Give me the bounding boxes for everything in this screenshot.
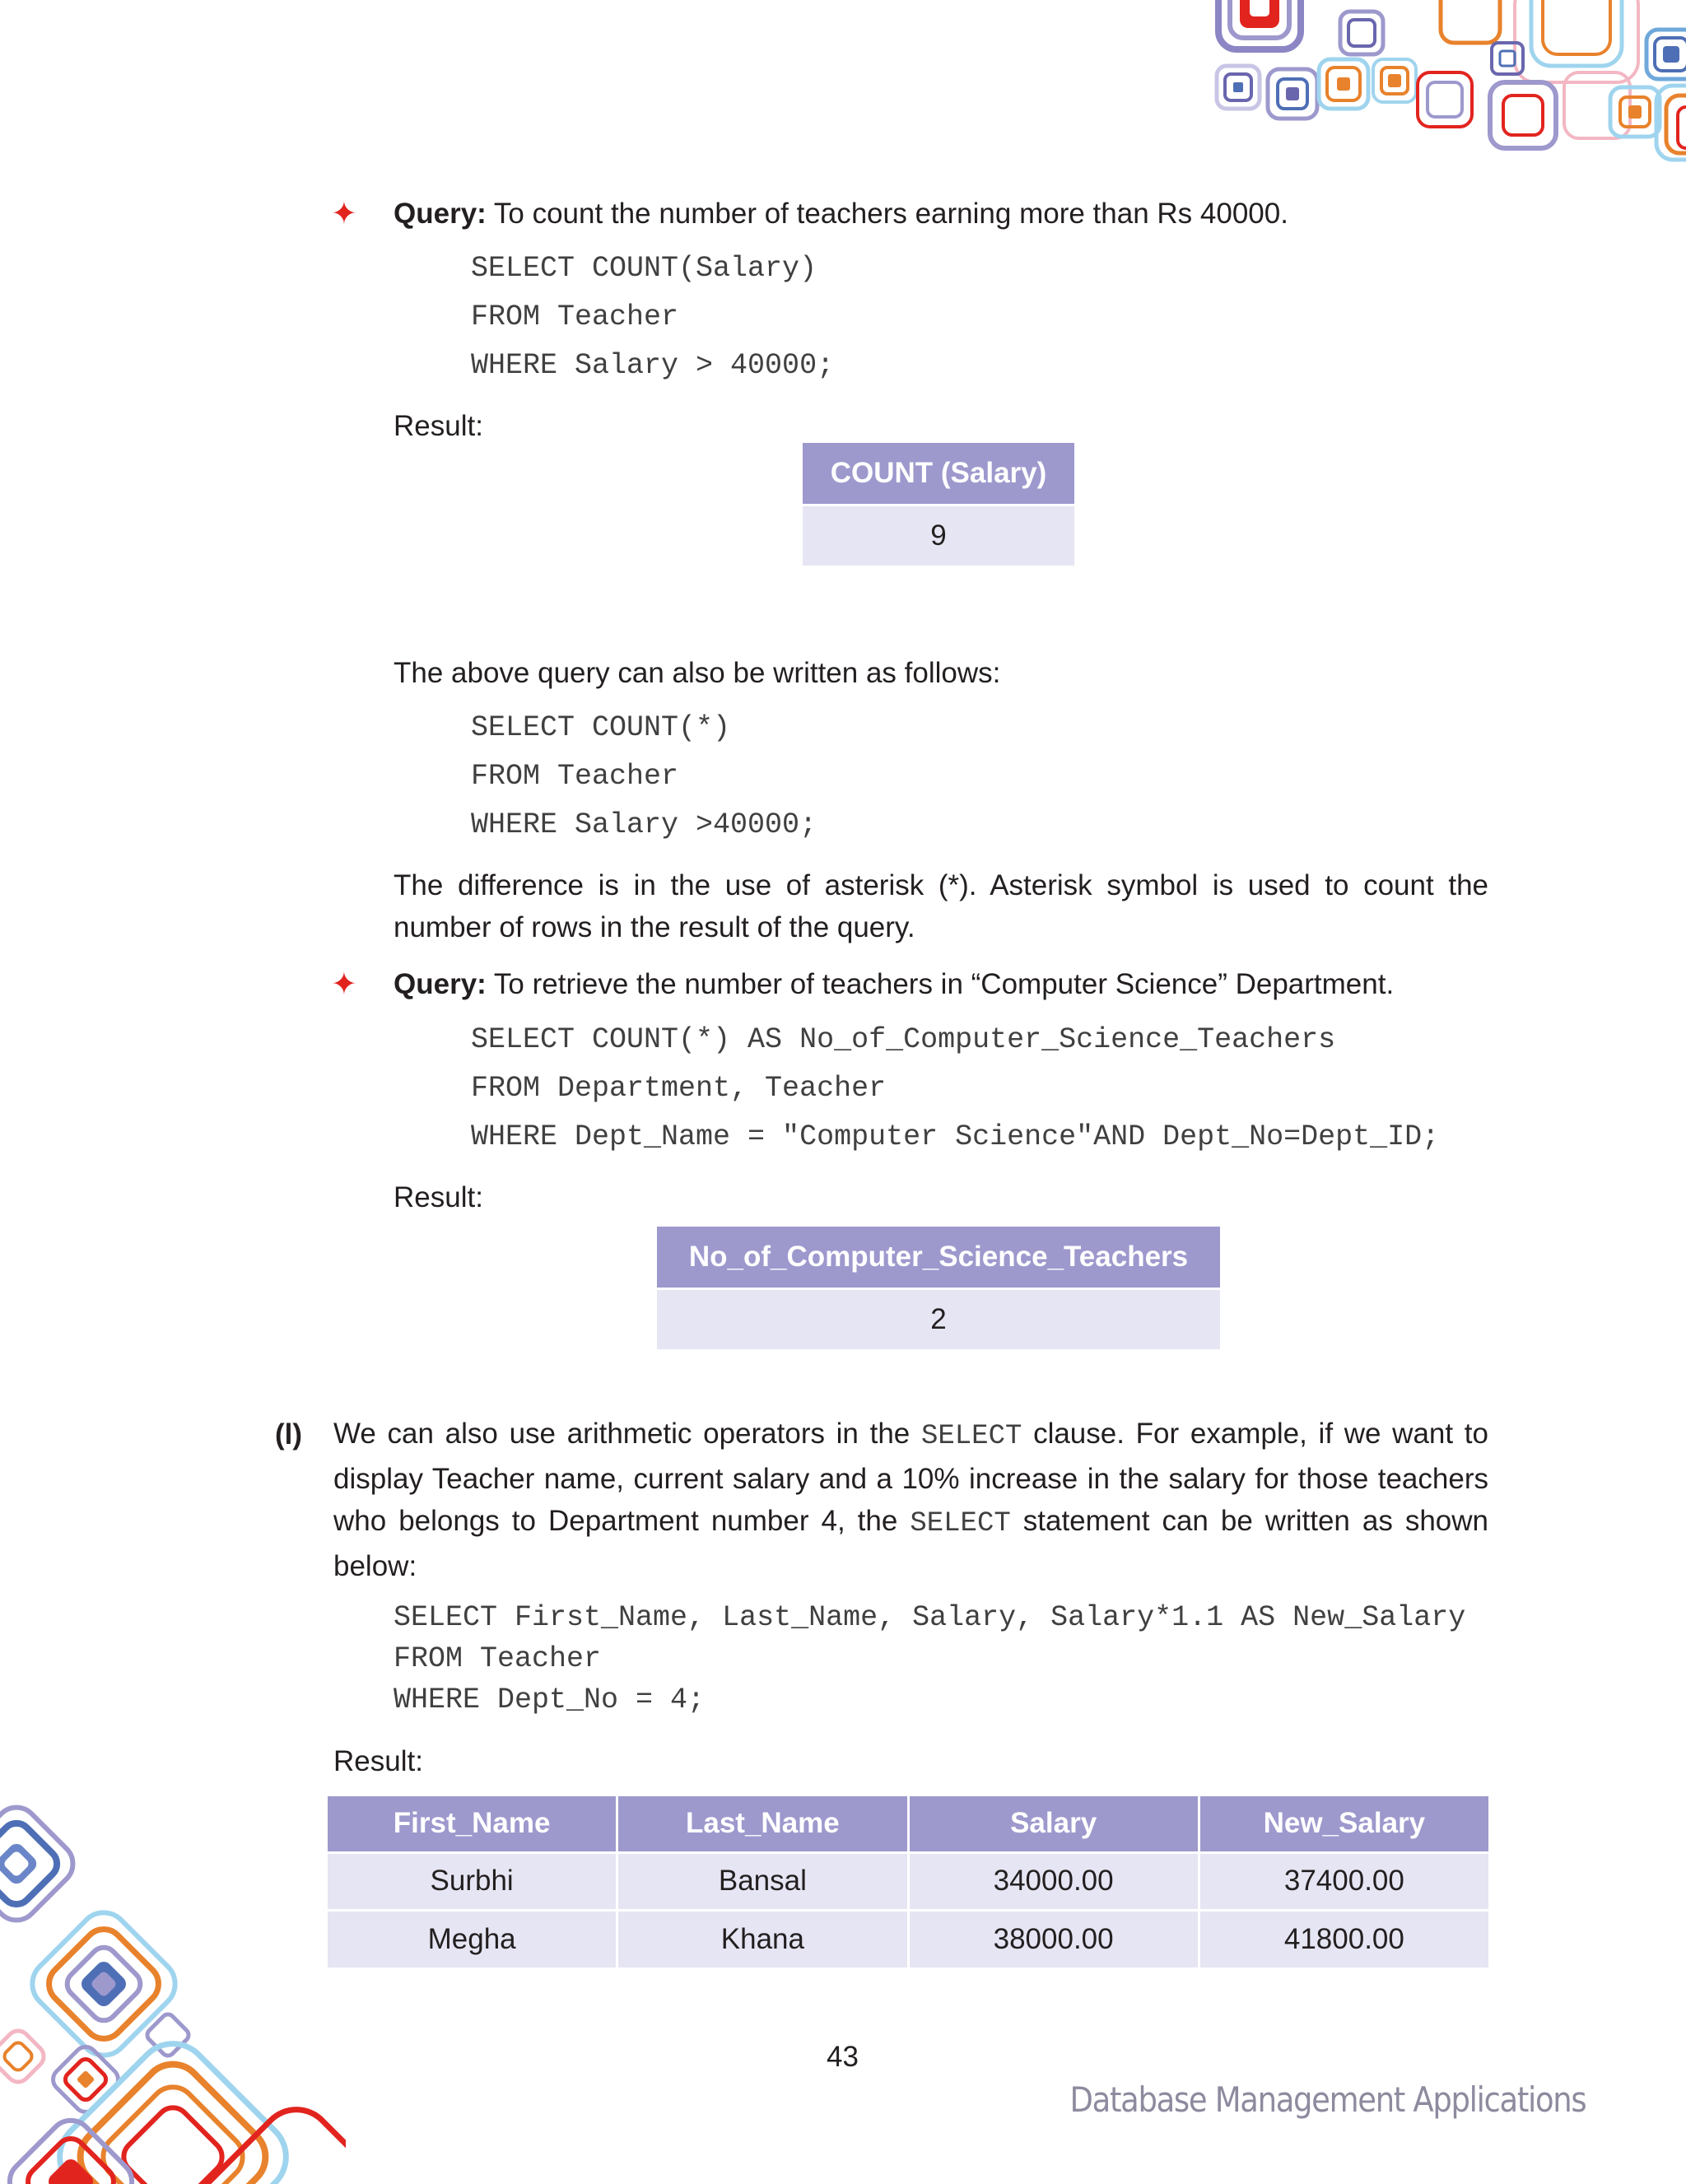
query-2-code-line-2: FROM Department, Teacher: [471, 1072, 887, 1105]
alt-code-line-3: WHERE Salary >40000;: [471, 808, 817, 841]
decorative-pattern-bottom-left: [0, 1795, 346, 2184]
query-2-code-line-3: WHERE Dept_Name = "Computer Science"AND Dept_No=Dept_ID;: [471, 1120, 1440, 1153]
query-2-result-label: Result:: [394, 1181, 483, 1213]
query-1-result-label: Result:: [394, 410, 483, 442]
alt-code-line-2: FROM Teacher: [471, 760, 679, 793]
teacher-result-table: [325, 1796, 1491, 1967]
table-cell: 38000.00: [908, 1910, 1199, 1967]
decorative-pattern-top-right: [1202, 0, 1686, 165]
table-cell: 41800.00: [1199, 1910, 1489, 1967]
section-paragraph: [333, 1413, 1488, 1587]
query-2-description: To retrieve the number of teachers in “Computer Science” Department.: [486, 968, 1395, 1000]
section-text-2: clause. For example, if we want to display Teacher name, current salary and a 10% increase in the salary for those teachers who belongs to Department number 4, the: [333, 1418, 1488, 1537]
section-marker: (l): [275, 1418, 303, 1451]
alt-code-line-1: SELECT COUNT(*): [471, 711, 731, 744]
query-1-description: To count the number of teachers earning more than Rs 40000.: [486, 198, 1288, 230]
table-cell: 37400.00: [1199, 1852, 1489, 1910]
bullet-icon: ✦: [331, 967, 357, 1002]
table-cell: 34000.00: [908, 1852, 1199, 1910]
query-2-code-line-1: SELECT COUNT(*) AS No_of_Computer_Science_Teachers: [471, 1023, 1336, 1056]
section-code-line-1: SELECT First_Name, Last_Name, Salary, Salary*1.1 AS New_Salary: [394, 1601, 1466, 1634]
section-inline-code-1: SELECT: [920, 1421, 1022, 1452]
page-number: 43: [827, 2041, 859, 2073]
section-text-1: We can also use arithmetic operators in the: [333, 1418, 921, 1450]
query-1-code-line-2: FROM Teacher: [471, 300, 679, 333]
query-2-result-value: 2: [657, 1289, 1220, 1350]
section-code-line-2: FROM Teacher: [394, 1642, 602, 1675]
query-2-result-table: [657, 1227, 1220, 1349]
table-header-cell: New_Salary: [1199, 1796, 1489, 1852]
query-2-label: Query:: [394, 968, 487, 1000]
query-1-code-line-1: SELECT COUNT(Salary): [471, 252, 817, 285]
query-1-label: Query:: [394, 198, 487, 230]
section-text-3: statement can be written as shown below:: [333, 1505, 1488, 1582]
table-cell: Khana: [617, 1910, 908, 1967]
alt-explanation: The difference is in the use of asterisk (*). Asterisk symbol is used to count the number of rows in the result of the query.: [394, 869, 1488, 943]
table-header-cell: Last_Name: [617, 1796, 908, 1852]
table-row: [327, 1852, 1490, 1910]
query-1-result-header: COUNT (Salary): [803, 443, 1074, 505]
alt-intro: The above query can also be written as follows:: [394, 657, 1001, 689]
table-header-cell: First_Name: [327, 1796, 617, 1852]
query-1-line: [394, 199, 1288, 228]
table-row: [327, 1910, 1490, 1967]
bullet-icon: ✦: [331, 197, 357, 231]
section-code-line-3: WHERE Dept_No = 4;: [394, 1683, 706, 1716]
section-result-label: Result:: [333, 1745, 423, 1777]
query-2-result-header: No_of_Computer_Science_Teachers: [657, 1227, 1220, 1289]
query-1-result-table: [803, 443, 1074, 566]
table-cell: Surbhi: [327, 1852, 617, 1910]
table-header-cell: Salary: [908, 1796, 1199, 1852]
section-inline-code-2: SELECT: [910, 1508, 1011, 1539]
table-cell: Megha: [327, 1910, 617, 1967]
table-cell: Bansal: [617, 1852, 908, 1910]
query-1-code-line-3: WHERE Salary > 40000;: [471, 349, 835, 382]
query-1-result-value: 9: [803, 505, 1074, 566]
book-title: Database Management Applications: [1069, 2079, 1586, 2120]
table-header-row: [327, 1796, 1490, 1852]
query-2-line: [394, 970, 1394, 999]
